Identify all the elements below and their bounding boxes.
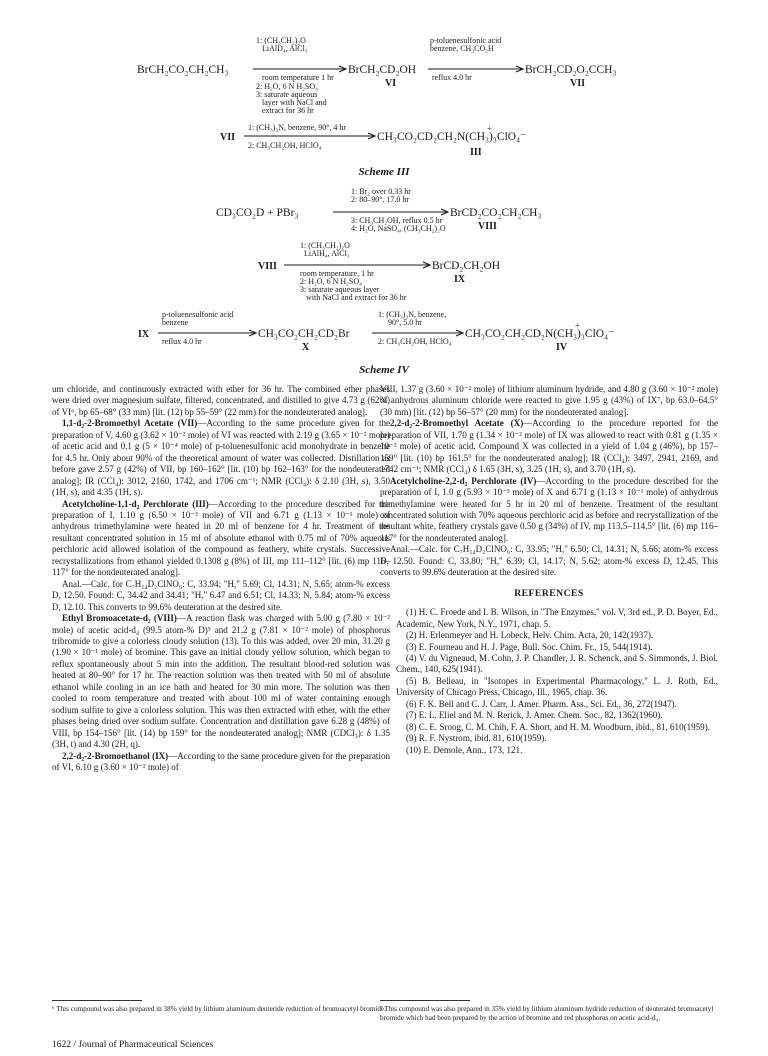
product: BrCD₂CO₂CH₂CH₃ [450,207,542,219]
reference-item: (3) E. Fourneau and H. J. Page, Bull. Soc. Chim. Fr., 15, 544(1914). [406,641,653,652]
reagent-text: 2: H₂O, 6 N H₂SO₄ [256,82,318,91]
page-footer: 1622 / Journal of Pharmaceutical Sciences [52,1040,214,1050]
scheme-iii-reaction-2 [220,123,526,158]
scheme-iv-reaction-3 [138,310,614,353]
reagent-text: 4: H₂O, NaSO₄, (CH₃CH₂)₂O [351,224,446,233]
compound-label: III [470,147,482,158]
product: BrCD₂CH₂OH [432,260,501,272]
compound-label: IV [556,342,568,353]
reference-item: (8) C. E. Sroog, C. M. Chih, F. A. Short, and H. M. Woodburn, ibid., 81, 610(1959). [406,721,710,732]
product: BrCH₂CD₂OH [348,64,417,76]
scheme-caption: Scheme III [358,166,410,178]
reagent-text: 2: CH₃CH₂OH, HClO₄ [378,337,452,346]
reagent-text: LiAlD₄, AlCl₃ [262,44,308,53]
paragraph: Anal.—Calc. for C₇H₁₄D₂ClNO₆: C, 33.95; "H," 6.50; Cl, 14.31; N, 5.66; atom-% excess D, 12.50. Found: C, 33.80; "H," 6.39; Cl, 14.17; N, 5.62; atom-% excess D, 12.45. This converts to 99.6% deuteration at the desired site. [380,544,718,578]
footnote-rule [380,1000,470,1001]
reagent-text: 1: (CH₃)₃N, benzene, [378,310,447,319]
right-column [380,384,718,756]
product: CH₃CO₂CH₂CD₂Br [258,328,350,340]
footnote: ⁷ This compound was also prepared in 35% yield by lithium aluminum hydride reduction of deuterated bromoacetyl bromide which had been prepared by the action of bromine and red phosphorus on acetic acid-d₄. [380,1005,714,1022]
reagent-text: 3: saturate aqueous [256,90,318,99]
reagent-text: benzene [162,318,189,327]
paragraph: Anal.—Calc. for C₇H₁₄D₂ClNO₆: C, 33.94; "H," 5.69; Cl, 14.31; N, 5.65; atom-% excess D, 12.50. Found: C, 34.42 and 34.41; "H," 6.47 and 6.51; Cl, 14.33; N, 5.84; atom-% excess D, 12.10. This converts to 99.6% deuteration at the desired site. [52,578,390,612]
reference-item: (6) F. K. Bell and C. J. Carr, J. Amer. Pharm. Ass., Sci. Ed., 36, 272(1947). [406,698,677,709]
paragraph [380,418,718,475]
paragraph: VIII, 1.37 g (3.60 × 10⁻² mole) of lithium aluminum hydride, and 4.80 g (3.60 × 10⁻² mole) of anhydrous aluminum chloride were reacted to give 1.95 g (43%) of IX⁷, bp 63.0–64.5° (30 mm) [lit. (12) bp 56–57° (20 mm) for the nondeuterated analog]. [380,384,718,417]
compound-label: VII [220,132,236,143]
paragraph [380,476,718,545]
paragraph-text: —According to the procedure described for the preparation of I, 1.0 g (5.93 × 10⁻³ mole) of X and 6.71 g (1.13 × 10⁻¹ mole) of anhydrous trimethylamine were heated for 5 hr in 20 ml of benzene. Treatment of the resultant concentrated solution with 70% aqueous perchloric acid as before and recrystallization of the resultant white, feathery crystals gave 0.50 g (34%) of IV, mp 113.5–114.5° [lit. (6) mp 116–117° for the nondeuterated analog]. [380,475,718,543]
compound-label: IX [454,274,466,285]
reagent-text: reflux 4.0 hr [432,73,472,82]
section-heading: Ethyl Bromoacetate-d₂ (VIII) [62,613,177,624]
reagent-text: reflux 4.0 hr [162,337,202,346]
reagent-text: p-toluenesulfonic acid [162,310,234,319]
references-heading: REFERENCES [514,587,584,599]
compound-label: VIII [478,221,497,232]
paragraph [52,751,390,774]
scheme-iv-reaction-2 [258,241,500,302]
reagent-text: 1: Br₂ over 0.33 hr [351,187,411,196]
reference-item: (9) R. F. Nystrom, ibid. 81, 610(1959). [406,733,547,744]
paragraph-text: —According to the procedure reported for the preparation of VII, 1.70 g (1.34 × 10⁻² mole) of IX was allowed to react with 0.81 g (1.35 × 10⁻² mole) of acetic acid. Compound X was collected in a yield of 1.04 g (46%), bp 157–159° [lit. (10) bp 161.5° for the nondeuterated analog]; IR (CCl₄): 3497, 2941, 2169, and 1742 cm⁻¹; NMR (CCl₄) δ 1.65 (3H, s), 3.25 (1H, s), and 3.70 (1H, s). [380,418,718,475]
reagent-text: 2: H₂O, 6 N H₂SO₄ [300,277,362,286]
compound-label: X [302,342,310,353]
reference-item: (10) E. Demole, Ann., 173, 121. [406,744,523,755]
paragraph-text: —According to the same procedure given for the preparation of V, 4.60 g (3.62 × 10⁻² mole) of VI was reacted with 2.19 g (3.65 × 10⁻² mole) of acetic acid and 0.1 g (5 × 10⁻⁴ mole) of p-toluenesulfonic acid monohydrate in benzene for 4.5 hr. Only about 90% of the theoretical amount of water was collected. Distillation as before gave 2.57 g (42%) of VII, bp 160–162° [lit. (10) bp 162–163° for the nondeuterated analog]; IR (CCl₄): 3012, 2160, 1742, and 1706 cm⁻¹; NMR (CCl₄): δ 2.10 (3H, s), 3.50 (1H, s), and 4.35 (1H, s). [52,418,391,498]
reference-item: (5) B. Belleau, in "Isotopes in Experimental Pharmacology," L. J. Roth, Ed., University of Chicago Press, Chicago, Ill., 1965, chap. 36. [396,675,718,698]
reactant: CD₃CO₂D + PBr₃ [216,207,299,219]
compound-label: IX [138,329,150,340]
reagent-text: 1: (CH₃CH₂)₂O [256,36,306,45]
section-heading: 2,2-d₂-2-Bromoethyl Acetate (X) [390,418,524,429]
footnote: ⁶ This compound was also prepared in 38% yield by lithium aluminum deuteride reduction of bromoacetyl bromide. [52,1005,386,1013]
reagent-text: 1: (CH₃CH₂)₂O [300,241,350,250]
compound-label: VIII [258,261,277,272]
reagent-text: benzene, CH₃CO₂H [430,44,494,53]
scheme-iv-reaction-1 [216,187,541,233]
paragraph [52,418,390,498]
reagent-text: 2: 80–90°, 17.0 hr [351,195,410,204]
charge: + [575,321,580,330]
compound-label: VII [570,78,586,89]
reaction-schemes [0,0,768,380]
reagent-text: 1: (CH₃)₃N, benzene, 90°, 4 hr [248,123,347,132]
left-column [52,384,390,773]
scheme-caption: Scheme IV [359,364,409,376]
reference-list [380,607,718,756]
reagent-text: LiAlH₄, AlCl₃ [304,249,350,258]
paragraph [52,613,390,750]
product: BrCH₂CD₂O₂CCH₃ [525,64,617,76]
compound-label: VI [385,78,397,89]
paragraph: um chloride, and continuously extracted with ether for 36 hr. The combined ether phases were dried over magnesium sulfate, filtered, concentrated, and distilled to give 4.73 g (62%) of VI⁶, bp 65–68° (33 mm) [lit. (12) bp 55–59° (22 mm) for the nondeuterated analog]. [52,384,390,417]
section-heading: 1,1-d₂-2-Bromoethyl Acetate (VII) [62,418,198,429]
product: CH₃CO₂CH₂CD₂N(CH₃)₃ClO₄⁻ [465,328,615,340]
reference-item: (7) E. L. Eliel and M. N. Rerick, J. Amer. Chem. Soc., 82, 1362(1960). [406,710,663,721]
reagent-text: with NaCl and extract for 36 hr [306,293,407,302]
section-heading: 2,2-d₂-2-Bromoethanol (IX) [62,750,169,761]
paragraph-text: —A reaction flask was charged with 5.00 g (7.80 × 10⁻² mole) of acetic acid-d₄ (99.5 atom-% D)⁵ and 21.2 g (7.81 × 10⁻² mole) of phosphorus tribromide to give a colorless cloudy solution (13). To this was added, over 20 min, 31.20 g (1.90 × 10⁻¹ mole) of bromine. This gave an initial cloudy yellow solution, which began to reflux spontaneously about 5 min into the addition. The resultant blood-red solution was heated at 80–90° for 17 hr. The reaction solution was then treated with 50 ml of absolute ethanol while cooling in an ice bath and heated for 30 min more. The solution was then cooled to room temperature and treated with about 100 ml of water containing enough sodium sulfite to give a colorless solution. This was then extracted with ether, with the ether phases being dried over sodium sulfate. Concentration and distillation gave 6.28 g (48%) of VIII, bp 154–156° [lit. (14) bp 159° for the nondeuterated analog]; NMR (CDCl₃): δ 1.35 (3H, t) and 4.30 (2H, q). [52,613,391,750]
paragraph-text: —According to the same procedure given for the preparation of VI, 6.10 g (3.60 × 10⁻² mole) of [52,750,390,772]
scheme-iii-reaction-1 [137,36,616,115]
reagent-text: p-toluenesulfonic acid [430,36,502,45]
charge: + [487,124,492,133]
reagent-text: room temperature 1 hr [262,73,334,82]
paragraph-text: —According to the procedure described for the preparation of I, 1.10 g (6.50 × 10⁻³ mole) of VII and 6.71 g (1.13 × 10⁻¹ mole) of anhydrous trimethylamine were heated in 20 ml of benzene for 4 hr. Treatment of the resultant concentrated solution in 15 ml of absolute ethanol with 0.75 ml of 70% aqueous perchloric acid allowed isolation of the compound as feathery, white crystals. Successive recrystallizations from ethanol yielded 0.1308 g (8%) of III, mp 111–112° [lit. (6) mp 116–117° for the nondeuterated analog]. [52,498,390,578]
paragraph [52,499,390,579]
section-heading: Acetylcholine-1,1-d₂ Perchlorate (III) [62,498,209,509]
reagent-text: layer with NaCl and [262,98,327,107]
reference-item: (2) H. Erlenmeyer and H. Lobeck, Helv. Chim. Acta, 20, 142(1937). [406,630,654,641]
reagent-text: 3: saturate aqueous layer [300,285,380,294]
reagent-text: extract for 36 hr [262,106,314,115]
reagent-text: 3: CH₃CH₂OH, reflux 0.5 hr [351,216,443,225]
reagent-text: room temperature, 1 hr [300,269,374,278]
footnote-rule [52,1000,142,1001]
reagent-text: 2: CH₃CH₂OH, HClO₄ [248,141,322,150]
product: CH₃CO₂CD₂CH₂N(CH₃)₃ClO₄⁻ [377,131,527,143]
reference-item: (1) H. C. Froede and I. B. Wilson, in "The Enzymes," vol. V, 3rd ed., P. D. Boyer, Ed., Academic, New York, N.Y., 1971, chap. 5. [396,607,718,629]
reagent-text: 90°, 5.0 hr [388,318,422,327]
reactant: BrCH₂CO₂CH₂CH₃ [137,64,229,76]
section-heading: Acetylcholine-2,2-d₂ Perchlorate (IV) [390,475,537,486]
reference-item: (4) V. du Vigneaud, M. Cohn, J. P. Chandler, J. R. Schenck, and S. Simmonds, J. Biol. Chem., 140, 625(1941). [396,652,718,675]
